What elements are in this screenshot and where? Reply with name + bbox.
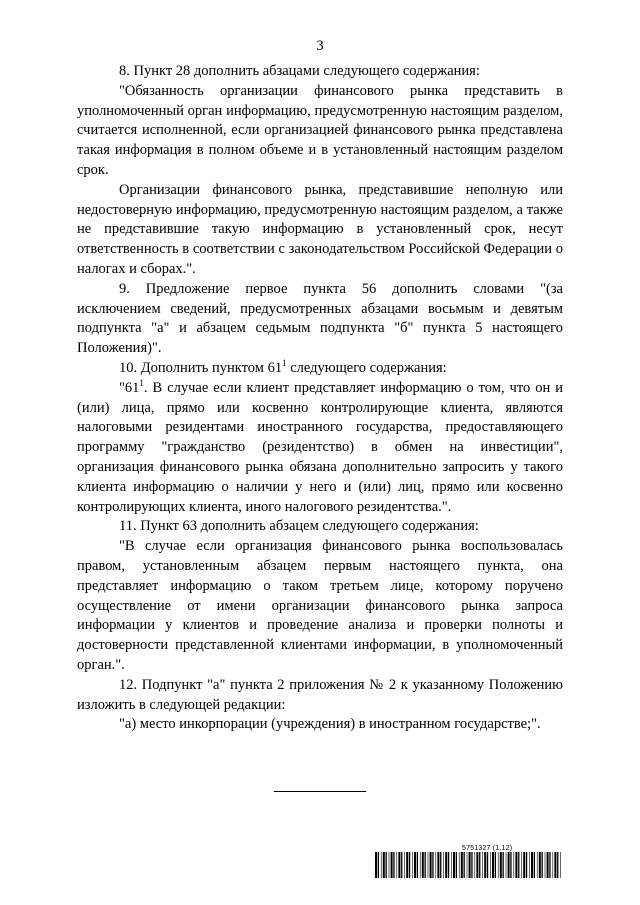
paragraph-8-quote-2: Организации финансового рынка, представившие неполную или недостоверную информацию, предусмотренную настоящим разделом, а также не представившие такую информацию в установленный срок, несут ответственность в соответствии с законодательством Российской Федерации о налогах и сборах.".	[77, 181, 563, 277]
paragraph-9: 9. Предложение первое пункта 56 дополнить словами "(за исключением сведений, предусмотренных абзацами восьмым и девятым подпункта "а" и абзацем седьмым подпункта "б" пункта 5 настоящего Положения)".	[77, 280, 563, 357]
paragraph-10-superscript: 1	[282, 357, 287, 368]
paragraph-10-quote-text-a: "61	[119, 379, 140, 396]
paragraph-11-quote: "В случае если организация финансового рынка воспользовалась правом, установленным абзацем первым настоящего пункта, она представляет информацию о таком третьем лице, которому поручено осуществление от имени организации финансового рынка запроса информации у клиентов и проведение анализа и проверки полноты и достоверности представленной клиентами информации, в уполномоченный орган.".	[77, 538, 563, 673]
paragraph-10	[77, 359, 563, 379]
paragraph-11: 11. Пункт 63 дополнить абзацем следующего содержания:	[119, 518, 479, 535]
paragraph-12-quote: "а) место инкорпорации (учреждения) в иностранном государстве;".	[119, 716, 541, 733]
paragraph-10-quote-superscript: 1	[139, 377, 144, 388]
end-divider	[274, 791, 366, 792]
barcode-image	[375, 852, 563, 878]
document-code: 5751327 (1.12)	[462, 845, 513, 852]
paragraph-8-quote-1: "Обязанность организации финансового рынка представить в уполномоченный орган информацию, предусмотренную настоящим разделом, считается исполненной, если организацией финансового рынка представлена такая информация в полном объеме и в установленный настоящим разделом срок.	[77, 82, 563, 178]
paragraph-10-text-a: 10. Дополнить пунктом 61	[119, 359, 283, 376]
page-number: 3	[316, 38, 324, 54]
paragraph-10-quote-text-b: . В случае если клиент представляет информацию о том, что он и (или) лица, прямо или косвенно контролирующие клиента, являются налоговыми резидентами иностранного государства, предоставляющего программу "гражданство (резидентство) в обмен на инвестиции", организация финансового рынка обязана дополнительно запросить у такого клиента информацию о наличии у него и (или) лиц, прямо или косвенно контролирующих клиента, иного налогового резидентства.".	[77, 379, 563, 515]
paragraph-8: 8. Пункт 28 дополнить абзацами следующего содержания:	[119, 63, 480, 79]
paragraph-10-text-b: следующего содержания:	[286, 359, 447, 376]
paragraph-12: 12. Подпункт "а" пункта 2 приложения № 2 к указанному Положению изложить в следующей редакции:	[77, 676, 563, 713]
paragraph-10-quote	[77, 379, 563, 518]
document-body	[77, 62, 563, 735]
